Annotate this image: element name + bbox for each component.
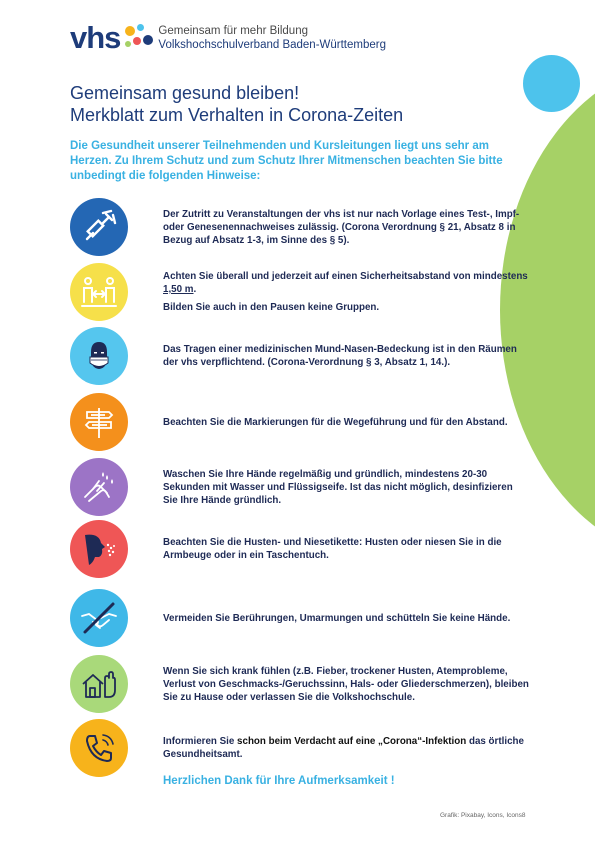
item-text: Beachten Sie die Markierungen für die Wegeführung und für den Abstand.: [163, 416, 508, 428]
item-text: Das Tragen einer medizinischen Mund-Nasen-Bedeckung ist in den Räumen der vhs verpflichtend. (Corona-Verordnung § 3, Absatz 1, 14.).: [163, 344, 517, 368]
list-item-sneeze: [70, 520, 530, 578]
title-line-2: Merkblatt zum Verhalten in Corona-Zeiten: [70, 105, 404, 125]
logo-organisation: Volkshochschulverband Baden-Württemberg: [158, 38, 386, 51]
logo-tagline: Gemeinsam für mehr Bildung: [158, 24, 308, 37]
list-item-stay-home: [70, 655, 530, 713]
item-text-second: Bilden Sie auch in den Pausen keine Gruppen.: [163, 302, 380, 313]
decorative-blue-circle: [523, 55, 580, 112]
list-item-proof: [70, 198, 530, 256]
handwash-icon: [70, 458, 128, 516]
vaccine-icon: [70, 198, 128, 256]
item-text: Achten Sie überall und jederzeit auf einen Sicherheitsabstand von mindestens: [163, 271, 528, 282]
distance-value: 1,50 m: [163, 284, 194, 295]
mask-icon: [70, 327, 128, 385]
list-item-no-handshake: [70, 589, 530, 647]
logo-wordmark: vhs: [70, 20, 121, 55]
item-text: Informieren Sie: [163, 736, 238, 747]
phone-icon: [70, 719, 128, 777]
item-text: Waschen Sie Ihre Hände regelmäßig und gründlich, mindestens 20-30 Sekunden mit Wasser und Flüssigseife. Ist das nicht möglich, desinfizieren Sie Ihre Hände gründlich.: [163, 468, 513, 506]
logo-dots-icon: [122, 23, 156, 53]
title-line-1: Gemeinsam gesund bleiben!: [70, 83, 300, 103]
intro-text: Die Gesundheit unserer Teilnehmenden und Kursleitungen liegt uns sehr am Herzen. Zu Ihrem Schutz und zum Schutz Ihrer Mitmenschen beachten Sie bitte unbedingt die folgenden Hinweise:: [70, 140, 503, 182]
thanks-text: Herzlichen Dank für Ihre Aufmerksamkeit !: [163, 775, 395, 787]
signpost-icon: [70, 393, 128, 451]
list-item-mask: [70, 327, 530, 385]
list-item-markings: [70, 393, 530, 451]
item-text-end: .: [193, 284, 197, 295]
list-item-handwash: [70, 458, 530, 516]
list-item-phone: [70, 719, 530, 777]
sneeze-icon: [70, 520, 128, 578]
item-text: Wenn Sie sich krank fühlen (z.B. Fieber, trockener Husten, Atemprobleme, Verlust von Geschmacks-/Geruchssinn, Hals- oder Gliederschmerzen), bleiben Sie zu Hause oder verlassen Sie die Volkshochschule.: [163, 665, 529, 703]
distance-icon: [70, 263, 128, 321]
page-title: [70, 82, 403, 126]
item-text: Beachten Sie die Husten- und Niesetikette: Husten oder niesen Sie in die Armbeuge oder in ein Taschentuch.: [163, 537, 502, 561]
item-text: Der Zutritt zu Veranstaltungen der vhs ist nur nach Vorlage eines Test-, Impf- oder Genesenennachweises zulässig. (Corona Verordnung § 21, Absatz 8 in Bezug auf Absatz 1-3, im Sinne des § 5).: [163, 208, 520, 246]
vhs-logo: [70, 22, 386, 53]
image-credit: Grafik: Pixabay, Icons, Icons8: [440, 812, 526, 819]
item-text-end: das örtliche Gesundheitsamt.: [163, 736, 524, 760]
stay-home-icon: [70, 655, 128, 713]
item-text: Vermeiden Sie Berührungen, Umarmungen und schütteln Sie keine Hände.: [163, 612, 511, 624]
item-text-emphasis: schon beim Verdacht auf eine „Corona“-Infektion: [237, 736, 467, 747]
list-item-distance: [70, 263, 530, 321]
no-handshake-icon: [70, 589, 128, 647]
